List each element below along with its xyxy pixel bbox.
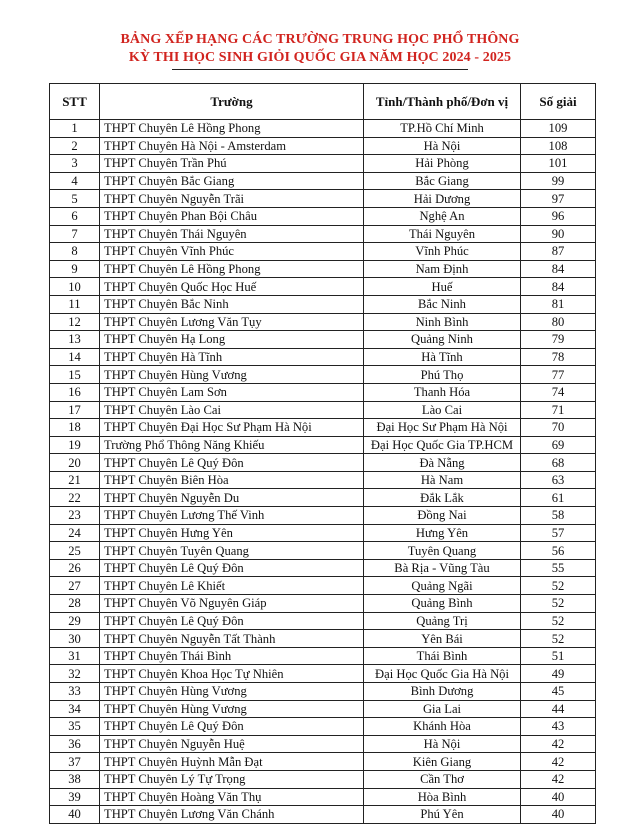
cell-school: THPT Chuyên Vĩnh Phúc	[100, 243, 364, 261]
cell-school: THPT Chuyên Biên Hòa	[100, 471, 364, 489]
cell-stt: 28	[50, 595, 100, 613]
table-row	[50, 225, 596, 243]
cell-province: Đà Nẵng	[364, 454, 521, 472]
cell-stt: 20	[50, 454, 100, 472]
cell-province: Đắk Lắk	[364, 489, 521, 507]
cell-province: Thái Bình	[364, 647, 521, 665]
table-row	[50, 700, 596, 718]
cell-stt: 17	[50, 401, 100, 419]
cell-award-count: 55	[521, 559, 596, 577]
table-row	[50, 401, 596, 419]
cell-school: Trường Phổ Thông Năng Khiếu	[100, 436, 364, 454]
cell-school: THPT Chuyên Nguyễn Trãi	[100, 190, 364, 208]
cell-award-count: 40	[521, 788, 596, 806]
cell-province: Hải Dương	[364, 190, 521, 208]
cell-school: THPT Chuyên Lương Văn Chánh	[100, 806, 364, 824]
cell-stt: 15	[50, 366, 100, 384]
cell-award-count: 52	[521, 612, 596, 630]
table-row	[50, 419, 596, 437]
cell-award-count: 79	[521, 331, 596, 349]
cell-school: THPT Chuyên Hưng Yên	[100, 524, 364, 542]
cell-province: Hà Nội	[364, 137, 521, 155]
cell-stt: 7	[50, 225, 100, 243]
table-row	[50, 753, 596, 771]
cell-award-count: 101	[521, 155, 596, 173]
cell-school: THPT Chuyên Lê Hồng Phong	[100, 120, 364, 138]
cell-school: THPT Chuyên Bắc Ninh	[100, 295, 364, 313]
table-row	[50, 295, 596, 313]
table-row	[50, 683, 596, 701]
cell-province: Phú Yên	[364, 806, 521, 824]
cell-award-count: 81	[521, 295, 596, 313]
cell-province: Đại Học Sư Phạm Hà Nội	[364, 419, 521, 437]
cell-school: THPT Chuyên Lý Tự Trọng	[100, 770, 364, 788]
table-row	[50, 806, 596, 824]
cell-stt: 1	[50, 120, 100, 138]
table-body	[50, 120, 596, 824]
cell-award-count: 69	[521, 436, 596, 454]
cell-stt: 18	[50, 419, 100, 437]
header-school: Trường	[100, 84, 364, 120]
cell-province: Bắc Ninh	[364, 295, 521, 313]
cell-school: THPT Chuyên Lê Quý Đôn	[100, 454, 364, 472]
header-stt: STT	[50, 84, 100, 120]
table-row	[50, 313, 596, 331]
table-row	[50, 647, 596, 665]
cell-award-count: 42	[521, 753, 596, 771]
cell-award-count: 51	[521, 647, 596, 665]
cell-stt: 11	[50, 295, 100, 313]
cell-province: Thanh Hóa	[364, 383, 521, 401]
table-row	[50, 559, 596, 577]
table-header-row	[50, 84, 596, 120]
cell-stt: 27	[50, 577, 100, 595]
cell-stt: 19	[50, 436, 100, 454]
cell-stt: 9	[50, 260, 100, 278]
table-row	[50, 471, 596, 489]
cell-school: THPT Chuyên Lương Thế Vinh	[100, 507, 364, 525]
cell-province: Gia Lai	[364, 700, 521, 718]
table-row	[50, 383, 596, 401]
cell-province: Ninh Bình	[364, 313, 521, 331]
cell-stt: 26	[50, 559, 100, 577]
table-row	[50, 612, 596, 630]
cell-school: THPT Chuyên Hùng Vương	[100, 366, 364, 384]
table-row	[50, 735, 596, 753]
table-row	[50, 788, 596, 806]
cell-school: THPT Chuyên Hùng Vương	[100, 683, 364, 701]
cell-province: Phú Thọ	[364, 366, 521, 384]
cell-province: Vĩnh Phúc	[364, 243, 521, 261]
cell-school: THPT Chuyên Nguyễn Huệ	[100, 735, 364, 753]
cell-award-count: 97	[521, 190, 596, 208]
cell-school: THPT Chuyên Hạ Long	[100, 331, 364, 349]
table-row	[50, 120, 596, 138]
cell-province: TP.Hồ Chí Minh	[364, 120, 521, 138]
cell-school: THPT Chuyên Hùng Vương	[100, 700, 364, 718]
cell-province: Cần Thơ	[364, 770, 521, 788]
cell-province: Hòa Bình	[364, 788, 521, 806]
cell-school: THPT Chuyên Lê Khiết	[100, 577, 364, 595]
cell-school: THPT Chuyên Hà Nội - Amsterdam	[100, 137, 364, 155]
cell-award-count: 57	[521, 524, 596, 542]
table-row	[50, 207, 596, 225]
table-row	[50, 595, 596, 613]
cell-award-count: 44	[521, 700, 596, 718]
table-row	[50, 331, 596, 349]
table-row	[50, 718, 596, 736]
cell-province: Nghệ An	[364, 207, 521, 225]
table-row	[50, 489, 596, 507]
cell-award-count: 43	[521, 718, 596, 736]
cell-province: Đại Học Quốc Gia TP.HCM	[364, 436, 521, 454]
cell-school: THPT Chuyên Đại Học Sư Phạm Hà Nội	[100, 419, 364, 437]
cell-award-count: 56	[521, 542, 596, 560]
table-row	[50, 137, 596, 155]
cell-award-count: 109	[521, 120, 596, 138]
cell-stt: 22	[50, 489, 100, 507]
table-row	[50, 507, 596, 525]
cell-stt: 32	[50, 665, 100, 683]
table-row	[50, 155, 596, 173]
cell-award-count: 99	[521, 172, 596, 190]
cell-award-count: 63	[521, 471, 596, 489]
table-row	[50, 770, 596, 788]
cell-province: Hà Tĩnh	[364, 348, 521, 366]
cell-stt: 2	[50, 137, 100, 155]
cell-province: Bình Dương	[364, 683, 521, 701]
ranking-table	[49, 83, 596, 824]
cell-award-count: 71	[521, 401, 596, 419]
cell-province: Quảng Ngãi	[364, 577, 521, 595]
cell-stt: 4	[50, 172, 100, 190]
table-row	[50, 278, 596, 296]
cell-school: THPT Chuyên Huỳnh Mẫn Đạt	[100, 753, 364, 771]
cell-province: Kiên Giang	[364, 753, 521, 771]
cell-school: THPT Chuyên Nguyễn Du	[100, 489, 364, 507]
cell-stt: 12	[50, 313, 100, 331]
cell-award-count: 77	[521, 366, 596, 384]
cell-stt: 39	[50, 788, 100, 806]
cell-school: THPT Chuyên Phan Bội Châu	[100, 207, 364, 225]
cell-stt: 8	[50, 243, 100, 261]
cell-stt: 33	[50, 683, 100, 701]
cell-stt: 25	[50, 542, 100, 560]
cell-school: THPT Chuyên Lê Quý Đôn	[100, 559, 364, 577]
table-row	[50, 348, 596, 366]
table-row	[50, 190, 596, 208]
cell-province: Quảng Bình	[364, 595, 521, 613]
table-row	[50, 260, 596, 278]
table-row	[50, 172, 596, 190]
cell-province: Yên Bái	[364, 630, 521, 648]
cell-award-count: 52	[521, 595, 596, 613]
cell-stt: 16	[50, 383, 100, 401]
cell-school: THPT Chuyên Quốc Học Huế	[100, 278, 364, 296]
header-province: Tỉnh/Thành phố/Đơn vị	[364, 84, 521, 120]
cell-school: THPT Chuyên Lê Hồng Phong	[100, 260, 364, 278]
table-row	[50, 243, 596, 261]
table-row	[50, 577, 596, 595]
cell-school: THPT Chuyên Hoàng Văn Thụ	[100, 788, 364, 806]
cell-school: THPT Chuyên Khoa Học Tự Nhiên	[100, 665, 364, 683]
cell-school: THPT Chuyên Lào Cai	[100, 401, 364, 419]
cell-award-count: 84	[521, 278, 596, 296]
cell-stt: 13	[50, 331, 100, 349]
cell-stt: 24	[50, 524, 100, 542]
cell-award-count: 42	[521, 735, 596, 753]
cell-award-count: 49	[521, 665, 596, 683]
table-row	[50, 665, 596, 683]
cell-award-count: 108	[521, 137, 596, 155]
cell-province: Bắc Giang	[364, 172, 521, 190]
cell-school: THPT Chuyên Lê Quý Đôn	[100, 718, 364, 736]
cell-school: THPT Chuyên Tuyên Quang	[100, 542, 364, 560]
cell-stt: 5	[50, 190, 100, 208]
cell-stt: 30	[50, 630, 100, 648]
cell-award-count: 90	[521, 225, 596, 243]
cell-province: Thái Nguyên	[364, 225, 521, 243]
cell-stt: 37	[50, 753, 100, 771]
table-row	[50, 630, 596, 648]
document-subtitle: KỲ THI HỌC SINH GIỎI QUỐC GIA NĂM HỌC 2024 - 2025	[128, 50, 512, 65]
cell-stt: 23	[50, 507, 100, 525]
cell-award-count: 52	[521, 577, 596, 595]
cell-stt: 10	[50, 278, 100, 296]
cell-award-count: 68	[521, 454, 596, 472]
cell-school: THPT Chuyên Bắc Giang	[100, 172, 364, 190]
cell-award-count: 45	[521, 683, 596, 701]
cell-school: THPT Chuyên Hà Tĩnh	[100, 348, 364, 366]
cell-school: THPT Chuyên Trần Phú	[100, 155, 364, 173]
cell-school: THPT Chuyên Nguyễn Tất Thành	[100, 630, 364, 648]
cell-stt: 34	[50, 700, 100, 718]
cell-province: Hưng Yên	[364, 524, 521, 542]
cell-school: THPT Chuyên Lam Sơn	[100, 383, 364, 401]
cell-province: Quảng Ninh	[364, 331, 521, 349]
cell-province: Khánh Hòa	[364, 718, 521, 736]
cell-award-count: 80	[521, 313, 596, 331]
cell-award-count: 52	[521, 630, 596, 648]
table-row	[50, 524, 596, 542]
cell-province: Hà Nội	[364, 735, 521, 753]
cell-school: THPT Chuyên Võ Nguyên Giáp	[100, 595, 364, 613]
cell-province: Nam Định	[364, 260, 521, 278]
cell-stt: 3	[50, 155, 100, 173]
document-title: BẢNG XẾP HẠNG CÁC TRƯỜNG TRUNG HỌC PHỔ THÔNG	[120, 32, 520, 47]
cell-stt: 38	[50, 770, 100, 788]
cell-award-count: 96	[521, 207, 596, 225]
cell-stt: 14	[50, 348, 100, 366]
table-row	[50, 366, 596, 384]
cell-stt: 6	[50, 207, 100, 225]
table-row	[50, 436, 596, 454]
cell-province: Bà Rịa - Vũng Tàu	[364, 559, 521, 577]
cell-province: Hà Nam	[364, 471, 521, 489]
cell-stt: 40	[50, 806, 100, 824]
cell-stt: 31	[50, 647, 100, 665]
cell-award-count: 70	[521, 419, 596, 437]
table-row	[50, 542, 596, 560]
cell-school: THPT Chuyên Lương Văn Tụy	[100, 313, 364, 331]
cell-province: Lào Cai	[364, 401, 521, 419]
cell-award-count: 61	[521, 489, 596, 507]
cell-province: Tuyên Quang	[364, 542, 521, 560]
cell-province: Huế	[364, 278, 521, 296]
cell-stt: 36	[50, 735, 100, 753]
cell-award-count: 42	[521, 770, 596, 788]
table-row	[50, 454, 596, 472]
cell-award-count: 74	[521, 383, 596, 401]
cell-award-count: 87	[521, 243, 596, 261]
cell-province: Đồng Nai	[364, 507, 521, 525]
cell-award-count: 40	[521, 806, 596, 824]
cell-award-count: 84	[521, 260, 596, 278]
cell-province: Hải Phòng	[364, 155, 521, 173]
cell-award-count: 78	[521, 348, 596, 366]
cell-school: THPT Chuyên Thái Bình	[100, 647, 364, 665]
cell-award-count: 58	[521, 507, 596, 525]
cell-school: THPT Chuyên Thái Nguyên	[100, 225, 364, 243]
cell-school: THPT Chuyên Lê Quý Đôn	[100, 612, 364, 630]
cell-stt: 29	[50, 612, 100, 630]
header-award-count: Số giải	[521, 84, 596, 120]
cell-stt: 21	[50, 471, 100, 489]
cell-province: Đại Học Quốc Gia Hà Nội	[364, 665, 521, 683]
cell-province: Quảng Trị	[364, 612, 521, 630]
title-underline	[172, 69, 468, 70]
cell-stt: 35	[50, 718, 100, 736]
